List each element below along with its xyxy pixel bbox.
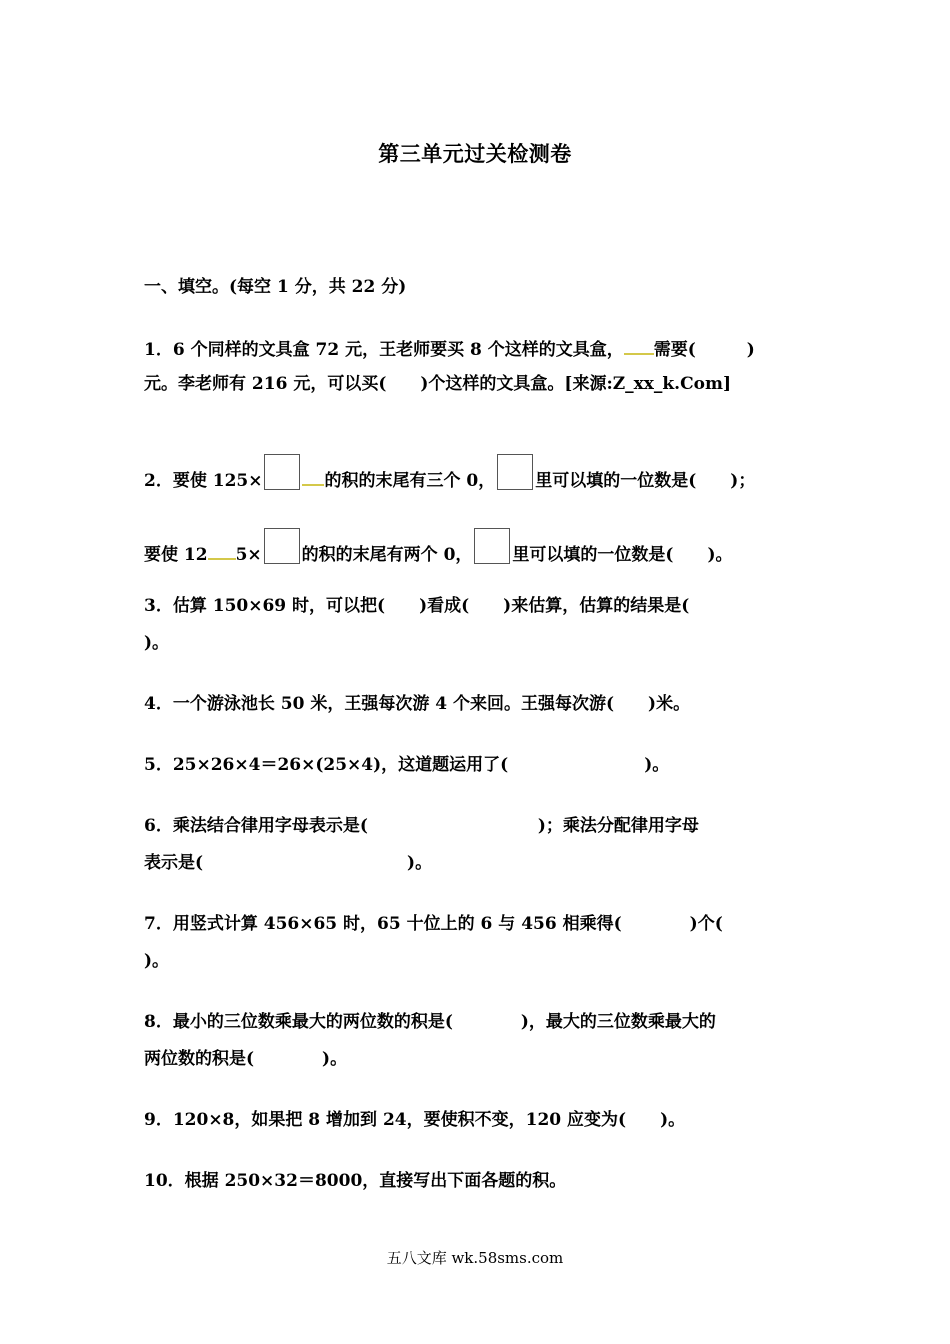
q2-underline-mark (302, 466, 324, 486)
q1-text-b: 需要( ) (653, 340, 755, 360)
q1-underline-mark (624, 335, 654, 355)
q2-underline-mark-2 (208, 540, 236, 560)
question-1-line-2: 元。李老师有 216 元，可以买( )个这样的文具盒。[来源:Z_xx_k.Com] (144, 374, 732, 394)
answer-box (264, 454, 300, 490)
question-7-line-1: 7．用竖式计算 456×65 时，65 十位上的 6 与 456 相乘得( )个( (144, 914, 723, 934)
q2-text-a: 2．要使 125× (144, 471, 263, 491)
answer-box (474, 528, 510, 564)
question-8-line-2: 两位数的积是( )。 (144, 1049, 348, 1069)
section-heading: 一、填空。(每空 1 分，共 22 分) (144, 277, 407, 297)
q2-text-g: 里可以填的一位数是( )。 (512, 545, 733, 565)
q2-text-f: 的积的末尾有两个 0， (301, 545, 473, 565)
question-4: 4．一个游泳池长 50 米，王强每次游 4 个来回。王强每次游( )米。 (144, 694, 691, 714)
question-5: 5．25×26×4＝26×(25×4)，这道题运用了( )。 (144, 755, 670, 775)
question-8-line-1: 8．最小的三位数乘最大的两位数的积是( )，最大的三位数乘最大的 (144, 1012, 716, 1032)
footer-watermark: 五八文库 wk.58sms.com (386, 1249, 564, 1267)
question-2-line-2 (144, 528, 733, 567)
question-2-line-1 (144, 454, 755, 493)
page-title: 第三单元过关检测卷 (378, 141, 572, 166)
question-1-line-1 (144, 335, 755, 362)
question-3-line-2: )。 (144, 633, 170, 653)
question-9: 9．120×8，如果把 8 增加到 24，要使积不变，120 应变为( )。 (144, 1110, 686, 1130)
question-3-line-1: 3．估算 150×69 时，可以把( )看成( )来估算，估算的结果是( (144, 596, 690, 616)
q2-text-c: 里可以填的一位数是( )； (535, 471, 756, 491)
q1-text-a: 1．6 个同样的文具盒 72 元，王老师要买 8 个这样的文具盒， (144, 340, 624, 360)
q2-text-d: 要使 12 (144, 545, 208, 565)
q2-text-e: 5× (235, 545, 262, 565)
question-6-line-2: 表示是( )。 (144, 853, 433, 873)
answer-box (497, 454, 533, 490)
question-10: 10．根据 250×32＝8000，直接写出下面各题的积。 (144, 1171, 567, 1191)
question-7-line-2: )。 (144, 951, 170, 971)
answer-box (264, 528, 300, 564)
q2-text-b: 的积的末尾有三个 0， (324, 471, 496, 491)
question-6-line-1: 6．乘法结合律用字母表示是( )；乘法分配律用字母 (144, 816, 699, 836)
